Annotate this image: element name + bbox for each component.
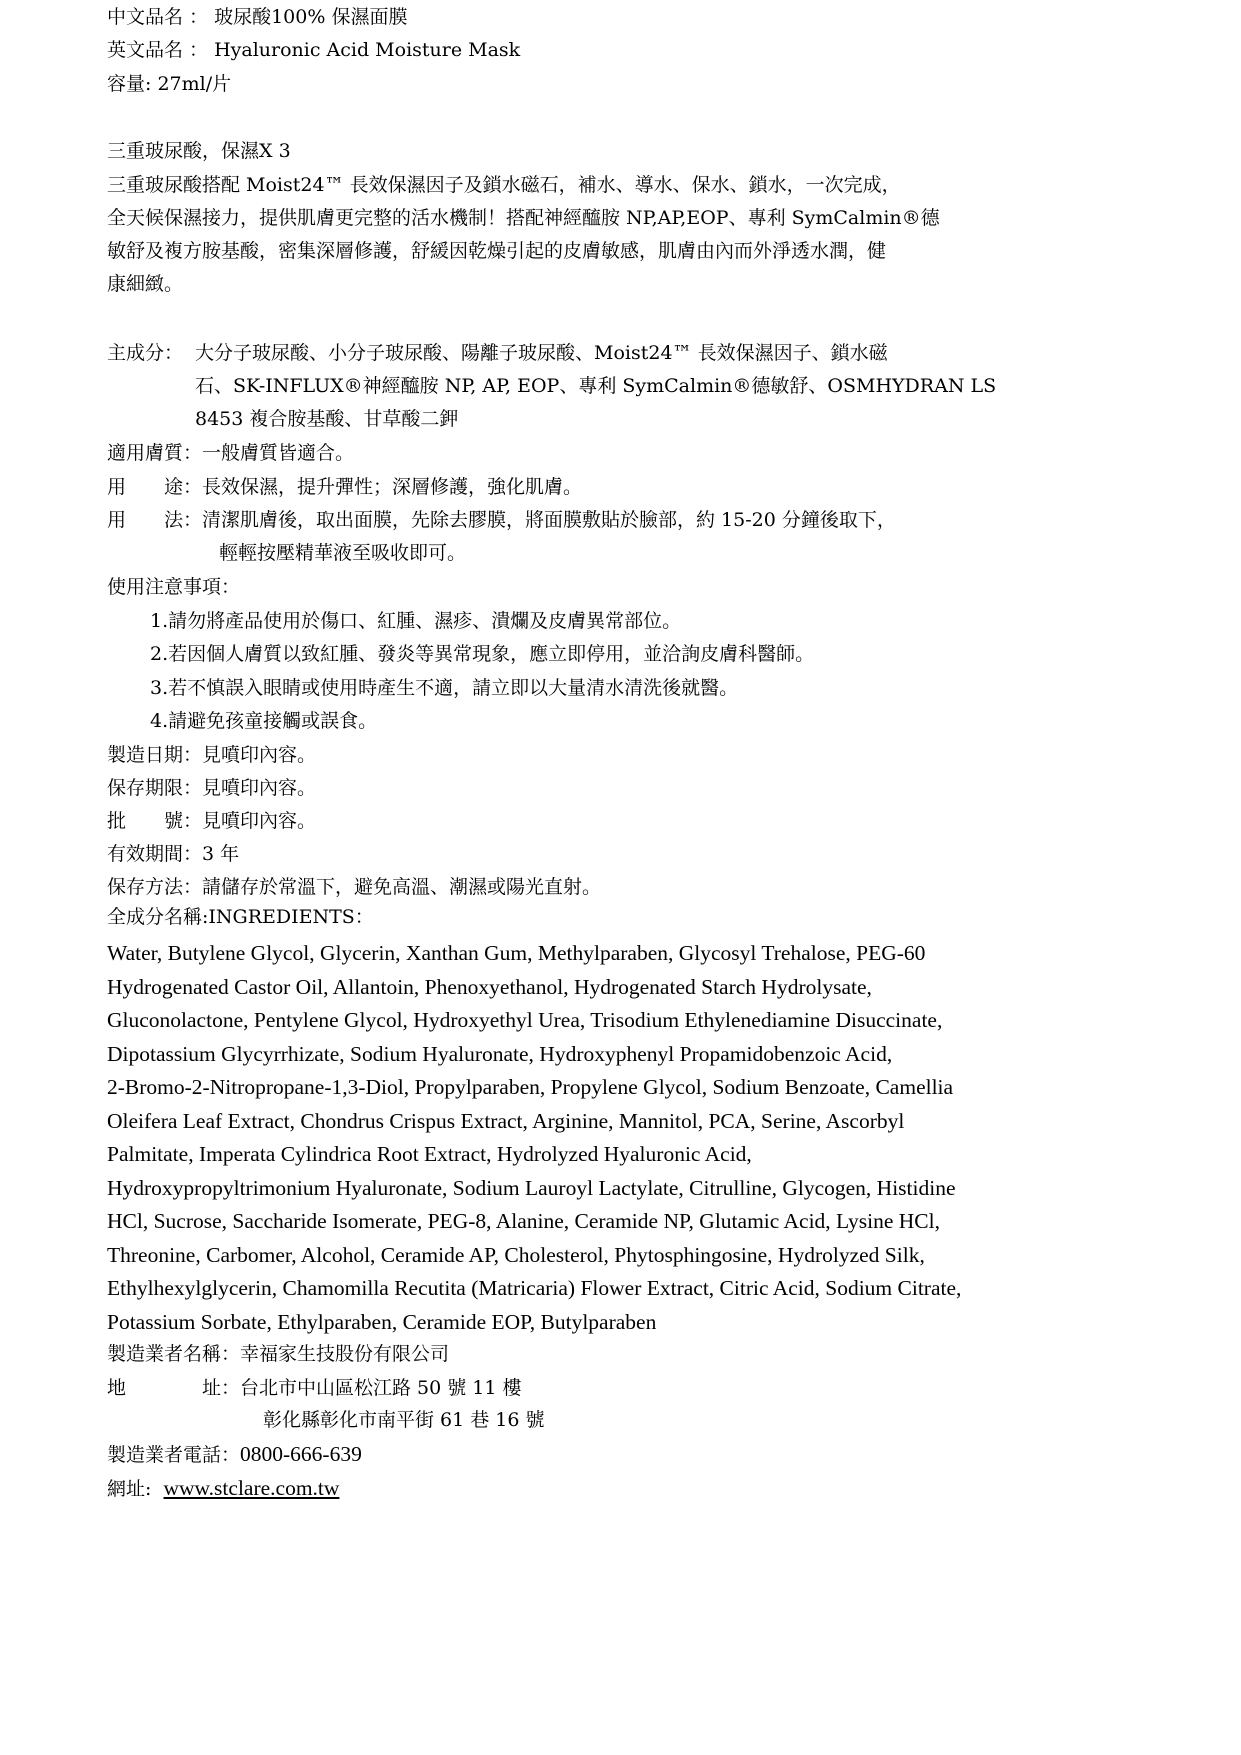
intro-line: 三重玻尿酸搭配 Moist24™ 長效保濕因子及鎖水磁石，補水、導水、保水、鎖水，一次完成， — [107, 174, 901, 196]
purpose-value: 長效保濕，提升彈性；深層修護，強化肌膚。 — [202, 476, 583, 498]
storage — [107, 874, 601, 900]
manufacturer-value: 幸福家生技股份有限公司 — [240, 1343, 450, 1365]
usage-line: 清潔肌膚後，取出面膜，先除去膠膜，將面膜敷貼於臉部，約 15-20 分鐘後取下， — [202, 509, 896, 531]
ingredients-line: Hydroxypropyltrimonium Hyaluronate, Sodium Lauroyl Lactylate, Citrulline, Glycogen, Histidine — [107, 1175, 956, 1200]
mfg-date — [107, 742, 316, 768]
main-ingredients-line: 8453 複合胺基酸、甘草酸二鉀 — [195, 408, 459, 430]
ingredients-line: HCl, Sucrose, Saccharide Isomerate, PEG-8, Alanine, Ceramide NP, Glutamic Acid, Lysine HCl, — [107, 1209, 940, 1233]
main-ingredients-line: 石、SK-INFLUX®神經醯胺 NP, AP, EOP、專利 SymCalmin®德敏舒、OSMHYDRAN LS — [195, 375, 997, 397]
website-link[interactable]: www.stclare.com.tw — [163, 1476, 340, 1500]
ingredients-line: Hydrogenated Castor Oil, Allantoin, Phenoxyethanol, Hydrogenated Starch Hydrolysate, — [107, 974, 872, 999]
batch — [107, 808, 316, 834]
phone-label: 製造業者電話： — [107, 1444, 241, 1466]
caution-item: 1.請勿將產品使用於傷口、紅腫、濕疹、潰爛及皮膚異常部位。 — [150, 610, 682, 632]
skin-type-value: 一般膚質皆適合。 — [202, 442, 355, 464]
ingredients-line: 2-Bromo-2-Nitropropane-1,3-Diol, Propylparaben, Propylene Glycol, Sodium Benzoate, Camellia — [107, 1075, 954, 1099]
storage-label: 保存方法： — [107, 876, 203, 898]
storage-value: 請儲存於常溫下，避免高溫、潮濕或陽光直射。 — [202, 876, 602, 898]
ingredients-line: Water, Butylene Glycol, Glycerin, Xanthan Gum, Methylparaben, Glycosyl Trehalose, PEG-60 — [107, 941, 926, 965]
usage-line: 輕輕按壓精華液至吸收即可。 — [219, 542, 467, 564]
website — [107, 1475, 339, 1502]
cautions-label: 使用注意事項： — [107, 576, 241, 598]
manufacturer — [107, 1341, 449, 1367]
ingredients-line: Potassium Sorbate, Ethylparaben, Ceramide EOP, Butylparaben — [107, 1309, 657, 1334]
ingredients-line: Ethylhexylglycerin, Chamomilla Recutita (Matricaria) Flower Extract, Citric Acid, Sodium Citrate, — [107, 1276, 962, 1300]
ingredients-line: Palmitate, Imperata Cylindrica Root Extract, Hydrolyzed Hyaluronic Acid, — [107, 1142, 752, 1166]
intro-line: 康細緻。 — [107, 273, 184, 295]
batch-value: 見噴印內容。 — [202, 810, 317, 832]
shelf-life-label: 有效期間： — [107, 843, 203, 865]
mfg-date-value: 見噴印內容。 — [202, 744, 317, 766]
ingredients-line: Dipotassium Glycyrrhizate, Sodium Hyaluronate, Hydroxyphenyl Propamidobenzoic Acid, — [107, 1041, 893, 1066]
intro-title: 三重玻尿酸，保濕X 3 — [107, 140, 291, 162]
intro-line: 全天候保濕接力，提供肌膚更完整的活水機制！搭配神經醯胺 NP,AP,EOP、專利 SymCalmin®德 — [107, 207, 940, 229]
caution-item: 3.若不慎誤入眼睛或使用時產生不適，請立即以大量清水清洗後就醫。 — [150, 677, 739, 699]
expiry-value: 見噴印內容。 — [202, 777, 317, 799]
ingredients-line: Gluconolactone, Pentylene Glycol, Hydroxyethyl Urea, Trisodium Ethylenediamine Disuccinate, — [107, 1008, 943, 1032]
phone-value: 0800-666-639 — [240, 1442, 362, 1466]
expiry — [107, 775, 316, 801]
usage-label: 用 法： — [107, 509, 203, 531]
purpose — [107, 474, 582, 500]
manufacturer-label: 製造業者名稱： — [107, 1343, 241, 1365]
ingredients-label: 全成分名稱:INGREDIENTS： — [107, 906, 374, 928]
ingredients-line: Oleifera Leaf Extract, Chondrus Crispus Extract, Arginine, Mannitol, PCA, Serine, Ascorbyl — [107, 1108, 905, 1133]
address-line: 彰化縣彰化市南平街 61 巷 16 號 — [263, 1409, 545, 1431]
english-product-name: 英文品名 ： Hyaluronic Acid Moisture Mask — [107, 39, 521, 61]
skin-type-label: 適用膚質： — [107, 442, 203, 464]
address-line: 台北市中山區松江路 50 號 11 樓 — [240, 1377, 522, 1399]
expiry-label: 保存期限： — [107, 777, 203, 799]
usage — [107, 507, 896, 533]
skin-type — [107, 440, 354, 466]
purpose-label: 用 途： — [107, 476, 203, 498]
main-ingredients-line: 大分子玻尿酸、小分子玻尿酸、陽離子玻尿酸、Moist24™ 長效保濕因子、鎖水磁 — [195, 342, 888, 364]
website-label: 網址: — [107, 1478, 152, 1500]
intro-line: 敏舒及複方胺基酸，密集深層修護，舒緩因乾燥引起的皮膚敏感，肌膚由內而外淨透水潤，健 — [107, 240, 887, 262]
ingredients-line: Threonine, Carbomer, Alcohol, Ceramide AP, Cholesterol, Phytosphingosine, Hydrolyzed Silk, — [107, 1242, 925, 1267]
batch-label: 批 號： — [107, 810, 203, 832]
shelf-life — [107, 841, 239, 867]
address-label: 地 址： — [107, 1377, 241, 1399]
volume: 容量: 27ml/片 — [107, 73, 232, 95]
caution-item: 4.請避免孩童接觸或誤食。 — [150, 710, 378, 732]
main-ingredients-label: 主成分： — [107, 342, 184, 364]
mfg-date-label: 製造日期： — [107, 744, 203, 766]
phone — [107, 1441, 362, 1468]
address — [107, 1375, 522, 1401]
chinese-product-name: 中文品名 ： 玻尿酸100% 保濕面膜 — [107, 6, 408, 28]
shelf-life-value: 3 年 — [202, 843, 240, 865]
caution-item: 2.若因個人膚質以致紅腫、發炎等異常現象，應立即停用，並洽詢皮膚科醫師。 — [150, 643, 815, 665]
